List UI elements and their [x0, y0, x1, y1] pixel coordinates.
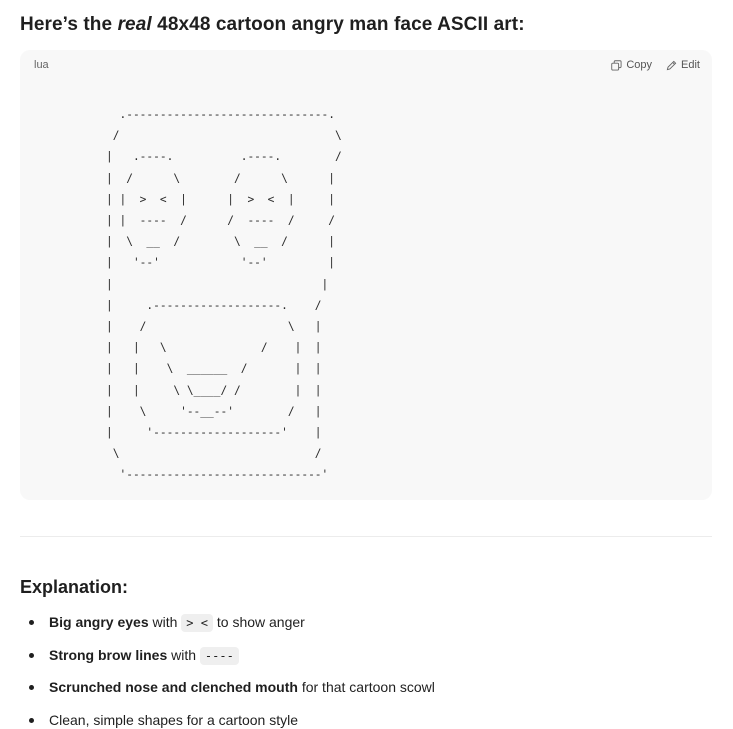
list-item-bold: Strong brow lines [49, 646, 168, 663]
ascii-art [106, 104, 342, 486]
ascii-line: .------------------------------. [106, 108, 336, 121]
list-item-text: with [148, 614, 182, 630]
list-item-text: for that cartoon scowl [297, 679, 435, 695]
ascii-line: \ / [106, 447, 322, 461]
ascii-line: | '--' '--' | [106, 256, 336, 270]
ascii-line: | .----. .----. / [106, 150, 342, 164]
heading-suffix: 48x48 cartoon angry man face ASCII art: [151, 14, 525, 35]
list-item [20, 672, 435, 705]
pencil-icon [666, 60, 677, 71]
edit-button[interactable] [666, 59, 700, 71]
ascii-line: | | \ ______ / | | [106, 362, 322, 376]
ascii-line: '-----------------------------' [106, 468, 329, 482]
explanation-title: Explanation: [20, 577, 129, 597]
edit-label: Edit [681, 59, 700, 71]
list-item-text: with [167, 646, 200, 663]
ascii-line: | / \ | [106, 320, 322, 334]
list-item-bold: Scrunched nose and clenched mouth [49, 679, 298, 695]
list-item [20, 607, 435, 640]
ascii-line: | | > < | | > < | | [106, 192, 336, 206]
code-block [20, 50, 712, 500]
ascii-line: / \ [106, 129, 342, 143]
code-actions [611, 59, 700, 71]
heading-prefix: Here’s the [20, 14, 118, 35]
heading-emphasis: real [117, 14, 152, 35]
ascii-line: | | [106, 277, 329, 291]
ascii-line: | | \ \____/ / | | [106, 383, 322, 397]
list-item-text: Clean, simple shapes for a cartoon style [49, 711, 299, 728]
list-item [20, 705, 435, 729]
ascii-line: | | ---- / / ---- / / [106, 214, 336, 228]
ascii-line: | \ __ / \ __ / | [106, 235, 336, 249]
inline-code: > < [181, 614, 213, 632]
list-item [20, 640, 435, 673]
code-language-label: lua [34, 59, 49, 71]
response-heading [20, 14, 525, 36]
copy-button[interactable] [611, 59, 652, 71]
ascii-line: | / \ / \ | [106, 171, 336, 185]
ascii-line: | \ '--__--' / | [106, 404, 322, 418]
ascii-line: | .-------------------. / [106, 298, 322, 312]
ascii-line: | | \ / | | [106, 341, 322, 355]
ascii-line: | '-------------------' | [106, 426, 322, 440]
copy-icon [611, 60, 622, 71]
list-item-text: to show anger [212, 614, 305, 630]
explanation-list [20, 607, 435, 729]
list-item-bold: Big angry eyes [49, 614, 149, 630]
inline-code: ---- [200, 647, 239, 665]
copy-label: Copy [626, 59, 653, 71]
section-divider [20, 536, 712, 537]
